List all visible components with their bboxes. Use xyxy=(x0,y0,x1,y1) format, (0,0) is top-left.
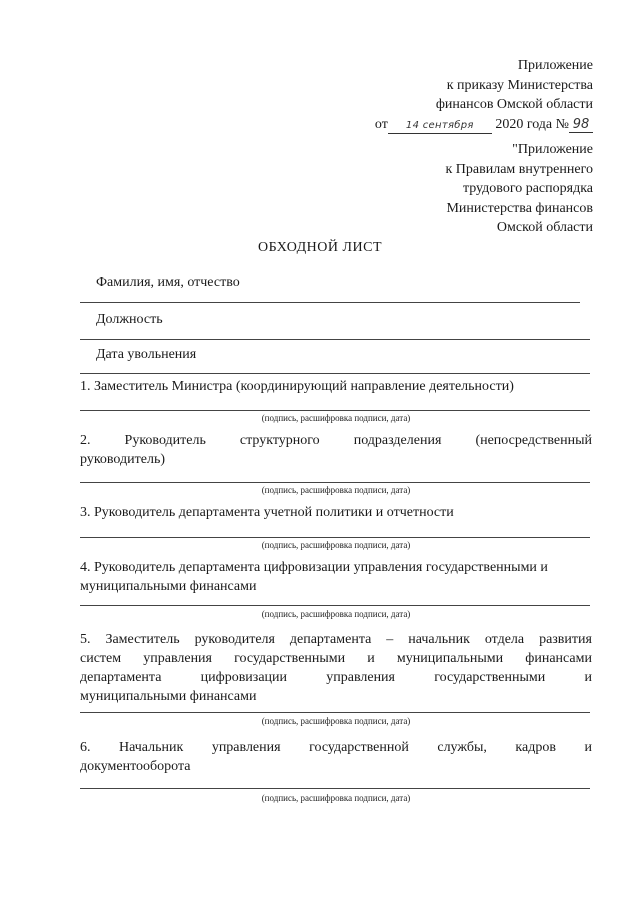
item-3: 3. Руководитель департамента учетной политики и отчетности xyxy=(80,505,454,520)
item-6-line-2: документооборота xyxy=(80,759,191,774)
subheader-line: трудового распорядка xyxy=(462,181,593,196)
item-5-line-1: 5. Заместитель руководителя департамента – начальник отдела развития xyxy=(80,632,592,647)
position-label: Должность xyxy=(96,312,163,327)
item-2-line-1: 2. Руководитель структурного подразделения (непосредственный xyxy=(80,433,592,448)
signature-caption: (подпись, расшифровка подписи, дата) xyxy=(261,485,411,495)
appendix-label: Приложение xyxy=(517,58,593,73)
item-2 xyxy=(80,431,592,469)
signature-line xyxy=(80,605,590,606)
signature-caption: (подпись, расшифровка подписи, дата) xyxy=(261,540,411,550)
signature-line xyxy=(80,788,590,789)
rules-header xyxy=(446,140,594,238)
signature-line xyxy=(80,410,590,411)
item-5-line-3: департамента цифровизации управления государственными и xyxy=(80,670,592,685)
order-reference: к приказу Министерства xyxy=(446,77,593,93)
handwritten-date: 14 сентября xyxy=(388,118,492,134)
position-line xyxy=(80,339,590,340)
dismissal-date-label: Дата увольнения xyxy=(96,347,197,362)
signature-line xyxy=(80,712,590,713)
date-prefix: от xyxy=(374,116,388,132)
handwritten-number: 98 xyxy=(569,118,593,133)
signature-caption: (подпись, расшифровка подписи, дата) xyxy=(261,609,411,619)
order-header xyxy=(375,56,593,134)
item-4-line-1: 4. Руководитель департамента цифровизации управления государственными и xyxy=(80,560,548,575)
item-4-line-2: муниципальными финансами xyxy=(80,579,257,594)
item-5-line-2: систем управления государственными и муниципальными финансами xyxy=(80,651,592,666)
signature-caption: (подпись, расшифровка подписи, дата) xyxy=(261,793,411,803)
fio-line xyxy=(80,302,580,303)
item-6-line-1: 6. Начальник управления государственной службы, кадров и xyxy=(80,740,592,755)
subheader-line: Министерства финансов xyxy=(446,200,593,216)
item-2-line-2: руководитель) xyxy=(80,452,165,467)
signature-caption: (подпись, расшифровка подписи, дата) xyxy=(261,716,411,726)
ministry-name: финансов Омской области xyxy=(435,97,593,112)
fio-label: Фамилия, имя, отчество xyxy=(96,275,240,290)
subheader-line: "Приложение xyxy=(512,142,593,157)
subheader-line: Омской области xyxy=(496,220,593,235)
item-5-line-4: муниципальными финансами xyxy=(80,689,257,704)
year-number-text: 2020 года № xyxy=(495,116,569,132)
item-5 xyxy=(80,630,592,706)
subheader-line: к Правилам внутреннего xyxy=(445,161,593,177)
signature-line xyxy=(80,537,590,538)
signature-line xyxy=(80,482,590,483)
order-date-line xyxy=(375,115,593,135)
document-title: ОБХОДНОЙ ЛИСТ xyxy=(258,240,382,255)
signature-caption: (подпись, расшифровка подписи, дата) xyxy=(261,413,411,423)
item-6 xyxy=(80,738,592,776)
dismissal-date-line xyxy=(80,373,590,374)
item-1: 1. Заместитель Министра (координирующий направление деятельности) xyxy=(80,379,514,394)
